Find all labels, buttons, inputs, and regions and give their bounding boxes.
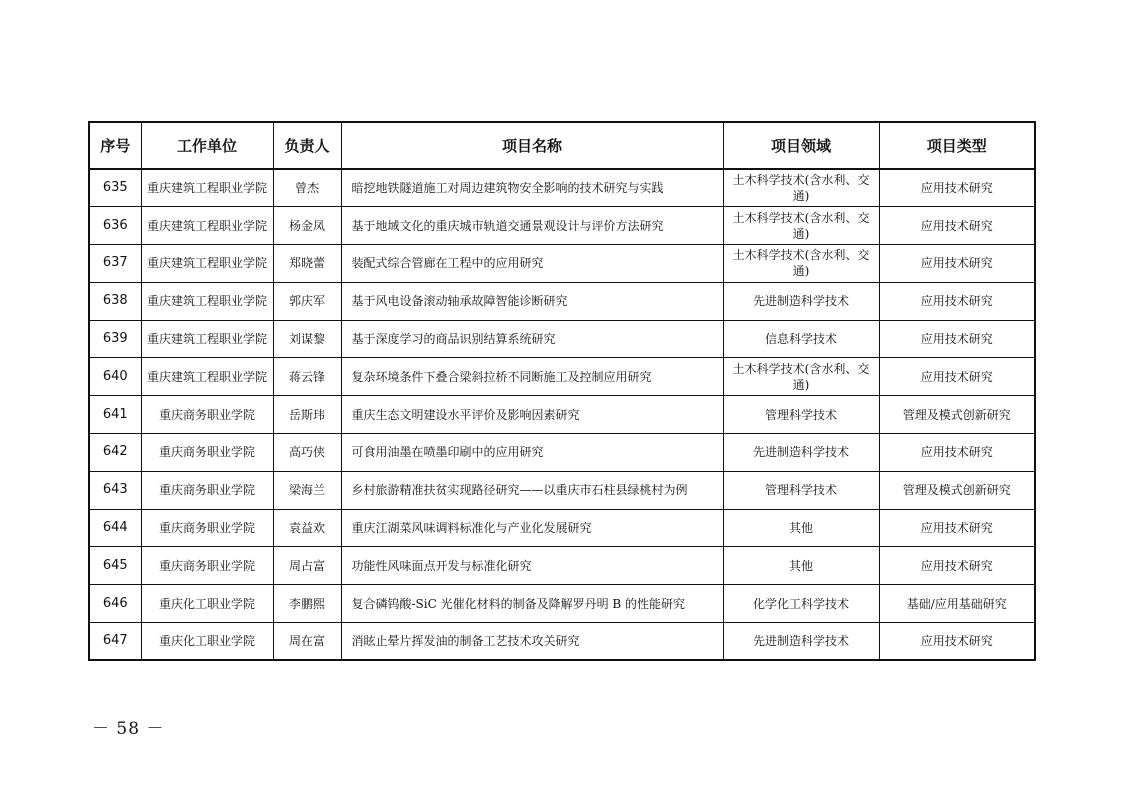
- table-row: [89, 471, 1035, 509]
- cell-project-field: 土木科学技术(含水利、交通): [723, 169, 879, 207]
- cell-unit: 重庆商务职业学院: [141, 434, 273, 472]
- cell-project-type: 应用技术研究: [879, 509, 1035, 547]
- cell-no: 640: [89, 358, 141, 396]
- cell-project-name: 功能性风味面点开发与标准化研究: [341, 547, 723, 585]
- project-table-container: [88, 121, 1036, 661]
- cell-project-field: 先进制造科学技术: [723, 623, 879, 661]
- cell-no: 644: [89, 509, 141, 547]
- cell-leader: 周占富: [273, 547, 341, 585]
- cell-no: 639: [89, 320, 141, 358]
- header-project-name: 项目名称: [341, 122, 723, 169]
- cell-project-type: 应用技术研究: [879, 207, 1035, 245]
- cell-no: 642: [89, 434, 141, 472]
- cell-unit: 重庆商务职业学院: [141, 509, 273, 547]
- cell-project-field: 化学化工科学技术: [723, 585, 879, 623]
- cell-no: 635: [89, 169, 141, 207]
- cell-project-type: 应用技术研究: [879, 169, 1035, 207]
- header-unit: 工作单位: [141, 122, 273, 169]
- cell-no: 646: [89, 585, 141, 623]
- header-no: 序号: [89, 122, 141, 169]
- cell-leader: 高巧侠: [273, 434, 341, 472]
- cell-unit: 重庆建筑工程职业学院: [141, 245, 273, 283]
- cell-leader: 袁益欢: [273, 509, 341, 547]
- table-row: [89, 623, 1035, 661]
- cell-project-type: 基础/应用基础研究: [879, 585, 1035, 623]
- cell-leader: 郭庆军: [273, 282, 341, 320]
- cell-project-name: 基于风电设备滚动轴承故障智能诊断研究: [341, 282, 723, 320]
- cell-leader: 杨金凤: [273, 207, 341, 245]
- cell-leader: 李鹏熙: [273, 585, 341, 623]
- table-row: [89, 358, 1035, 396]
- cell-leader: 曾杰: [273, 169, 341, 207]
- table-body: [89, 169, 1035, 660]
- cell-leader: 郑晓蕾: [273, 245, 341, 283]
- table-row: [89, 547, 1035, 585]
- cell-project-name: 复杂环境条件下叠合梁斜拉桥不同断施工及控制应用研究: [341, 358, 723, 396]
- cell-project-name: 暗挖地铁隧道施工对周边建筑物安全影响的技术研究与实践: [341, 169, 723, 207]
- cell-project-field: 其他: [723, 509, 879, 547]
- cell-project-type: 应用技术研究: [879, 245, 1035, 283]
- cell-leader: 蒋云锋: [273, 358, 341, 396]
- cell-unit: 重庆建筑工程职业学院: [141, 358, 273, 396]
- cell-project-type: 应用技术研究: [879, 282, 1035, 320]
- table-row: [89, 282, 1035, 320]
- cell-no: 638: [89, 282, 141, 320]
- cell-project-name: 消眩止晕片挥发油的制备工艺技术攻关研究: [341, 623, 723, 661]
- cell-no: 636: [89, 207, 141, 245]
- cell-project-name: 复合磷钨酸-SiC 光催化材料的制备及降解罗丹明 B 的性能研究: [341, 585, 723, 623]
- cell-project-type: 管理及模式创新研究: [879, 396, 1035, 434]
- cell-project-type: 应用技术研究: [879, 547, 1035, 585]
- cell-no: 637: [89, 245, 141, 283]
- page-number: － 58 －: [92, 719, 165, 739]
- cell-unit: 重庆建筑工程职业学院: [141, 169, 273, 207]
- cell-project-name: 可食用油墨在喷墨印刷中的应用研究: [341, 434, 723, 472]
- cell-leader: 刘谋黎: [273, 320, 341, 358]
- cell-project-field: 土木科学技术(含水利、交通): [723, 207, 879, 245]
- cell-project-field: 其他: [723, 547, 879, 585]
- cell-unit: 重庆建筑工程职业学院: [141, 282, 273, 320]
- cell-unit: 重庆化工职业学院: [141, 623, 273, 661]
- table-row: [89, 169, 1035, 207]
- cell-project-field: 管理科学技术: [723, 396, 879, 434]
- cell-no: 647: [89, 623, 141, 661]
- cell-project-type: 应用技术研究: [879, 623, 1035, 661]
- table-row: [89, 320, 1035, 358]
- cell-project-name: 基于深度学习的商品识别结算系统研究: [341, 320, 723, 358]
- cell-unit: 重庆商务职业学院: [141, 547, 273, 585]
- cell-unit: 重庆建筑工程职业学院: [141, 320, 273, 358]
- cell-project-type: 应用技术研究: [879, 434, 1035, 472]
- cell-project-name: 重庆江湖菜风味调料标准化与产业化发展研究: [341, 509, 723, 547]
- header-leader: 负责人: [273, 122, 341, 169]
- cell-leader: 周在富: [273, 623, 341, 661]
- cell-project-name: 装配式综合管廊在工程中的应用研究: [341, 245, 723, 283]
- table-header-row: [89, 122, 1035, 169]
- cell-project-field: 信息科学技术: [723, 320, 879, 358]
- table-row: [89, 509, 1035, 547]
- cell-no: 641: [89, 396, 141, 434]
- cell-no: 643: [89, 471, 141, 509]
- cell-project-name: 重庆生态文明建设水平评价及影响因素研究: [341, 396, 723, 434]
- table-row: [89, 585, 1035, 623]
- cell-project-field: 土木科学技术(含水利、交通): [723, 245, 879, 283]
- cell-unit: 重庆商务职业学院: [141, 396, 273, 434]
- cell-project-name: 乡村旅游精准扶贫实现路径研究——以重庆市石柱县绿桃村为例: [341, 471, 723, 509]
- cell-no: 645: [89, 547, 141, 585]
- cell-leader: 岳斯玮: [273, 396, 341, 434]
- cell-project-type: 应用技术研究: [879, 358, 1035, 396]
- cell-unit: 重庆化工职业学院: [141, 585, 273, 623]
- cell-unit: 重庆商务职业学院: [141, 471, 273, 509]
- cell-project-name: 基于地域文化的重庆城市轨道交通景观设计与评价方法研究: [341, 207, 723, 245]
- cell-project-field: 土木科学技术(含水利、交通): [723, 358, 879, 396]
- project-table: [88, 121, 1036, 661]
- table-row: [89, 245, 1035, 283]
- cell-leader: 梁海兰: [273, 471, 341, 509]
- table-row: [89, 207, 1035, 245]
- cell-project-field: 管理科学技术: [723, 471, 879, 509]
- cell-project-field: 先进制造科学技术: [723, 434, 879, 472]
- table-row: [89, 396, 1035, 434]
- cell-project-type: 应用技术研究: [879, 320, 1035, 358]
- cell-project-field: 先进制造科学技术: [723, 282, 879, 320]
- table-row: [89, 434, 1035, 472]
- cell-unit: 重庆建筑工程职业学院: [141, 207, 273, 245]
- cell-project-type: 管理及模式创新研究: [879, 471, 1035, 509]
- header-project-field: 项目领域: [723, 122, 879, 169]
- header-project-type: 项目类型: [879, 122, 1035, 169]
